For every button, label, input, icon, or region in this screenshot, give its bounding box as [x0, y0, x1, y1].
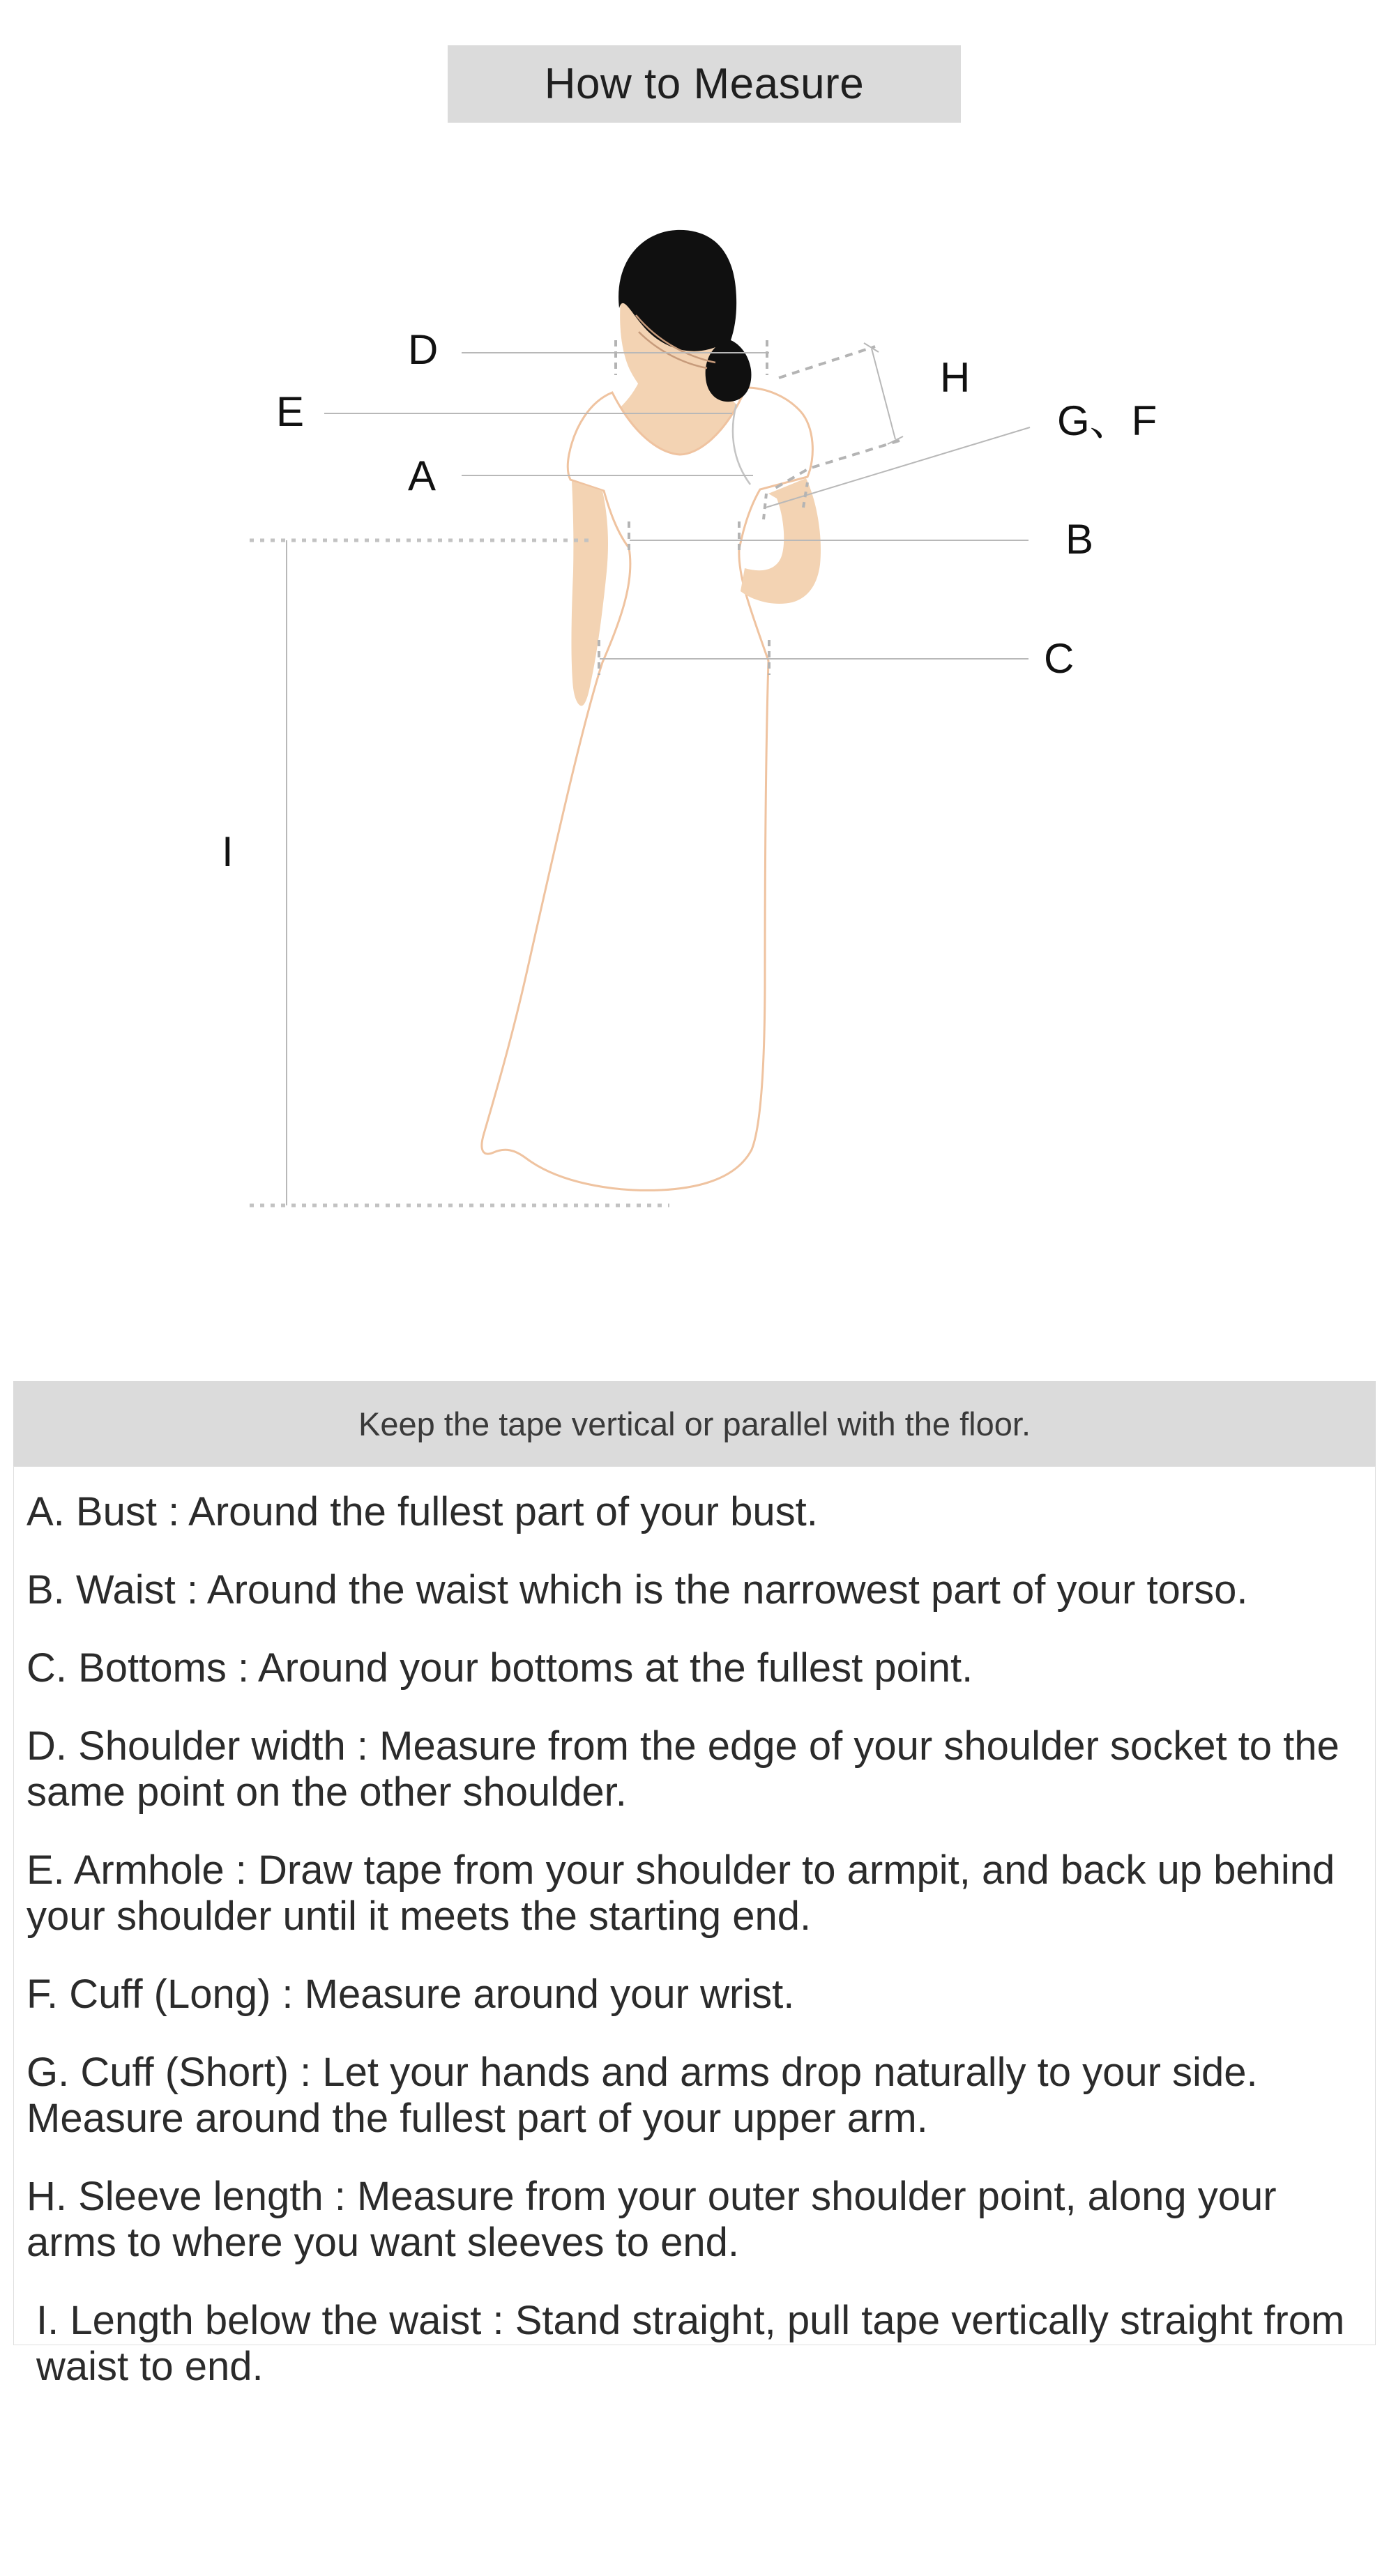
- instruction-length-below-waist: I. Length below the waist : Stand straight, pull tape vertically straight from waist to end.: [36, 2298, 1345, 2389]
- label-e: E: [276, 388, 305, 435]
- instruction-cuff-long: F. Cuff (Long) : Measure around your wrist.: [26, 1972, 795, 2017]
- instruction-waist: B. Waist : Around the waist which is the narrowest part of your torso.: [26, 1567, 1248, 1613]
- label-i: I: [222, 828, 234, 875]
- instruction-list: [13, 1466, 1376, 2389]
- label-b: B: [1065, 516, 1094, 563]
- woman-illustration: [482, 230, 821, 1190]
- label-a: A: [408, 452, 437, 499]
- instruction-cuff-short: G. Cuff (Short) : Let your hands and arms drop naturally to your side. Measure around the fullest part of your upper arm.: [26, 2050, 1258, 2141]
- page-title: How to Measure: [544, 60, 865, 108]
- note-bar: [13, 1381, 1376, 1466]
- instruction-armhole: E. Armhole : Draw tape from your shoulder to armpit, and back up behind your shoulder until it meets the starting end.: [26, 1847, 1335, 1939]
- instruction-shoulder-width: D. Shoulder width : Measure from the edge of your shoulder socket to the same point on the other shoulder.: [26, 1723, 1339, 1815]
- label-h: H: [940, 354, 971, 401]
- label-c: C: [1044, 635, 1075, 682]
- instruction-bust: A. Bust : Around the fullest part of your bust.: [26, 1489, 818, 1534]
- figure-dress: [482, 388, 813, 1190]
- note-text: Keep the tape vertical or parallel with the floor.: [358, 1405, 1031, 1442]
- label-g-f: G、F: [1057, 397, 1158, 444]
- instruction-bottoms: C. Bottoms : Around your bottoms at the fullest point.: [26, 1645, 973, 1691]
- label-d: D: [408, 326, 439, 373]
- instruction-sleeve-length: H. Sleeve length : Measure from your outer shoulder point, along your arms to where you want sleeves to end.: [26, 2174, 1277, 2265]
